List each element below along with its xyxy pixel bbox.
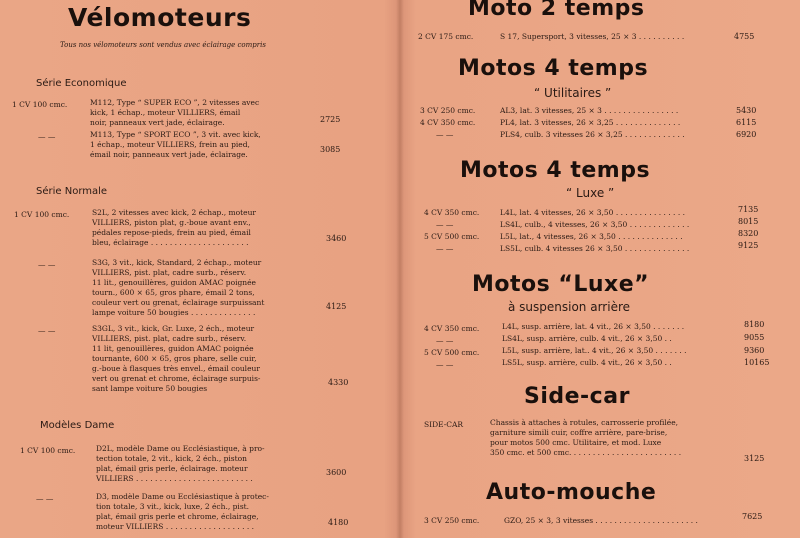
- row-description: S 17, Supersport, 3 vitesses, 25 × 3 . . . . . . . . . .: [500, 32, 685, 41]
- row-description: LS4L, susp. arrière, culb. 4 vit., 26 × 3,50 . .: [502, 334, 672, 343]
- left-column: [0, 0, 392, 538]
- row-price: 8180: [744, 320, 765, 329]
- row-description: LS4L, culb., 4 vitesses, 26 × 3,50 . . . . . . . . . . . . .: [500, 220, 690, 229]
- sidecar-description: Chassis à attaches à rotules, carrosserie profilée, garniture simili cuir, coffre arrière, pare-brise, pour motos 500 cmc. Utilitaire, et mod. Luxe 350 cmc. et 500 cmc. . . . . . . . . . . . . . . . . . . . . . . .: [490, 418, 682, 457]
- motos-luxe-title: Motos “Luxe”: [472, 272, 650, 297]
- moto-2-temps-title: Moto 2 temps: [468, 0, 645, 21]
- item-price: 3600: [326, 468, 347, 477]
- row-price: 10165: [744, 358, 770, 367]
- item-price: 3085: [320, 145, 341, 154]
- velomoteurs-title: Vélomoteurs: [68, 3, 252, 32]
- row-description: PLS4, culb. 3 vitesses 26 × 3,25 . . . . . . . . . . . . .: [500, 130, 685, 139]
- row-price: 6115: [736, 118, 757, 127]
- row-price: 5430: [736, 106, 757, 115]
- row-price: 9125: [738, 241, 759, 250]
- row-price: 9360: [744, 346, 765, 355]
- cv-label: — —: [436, 360, 454, 369]
- cv-label: — —: [36, 494, 54, 503]
- cv-label: — —: [38, 260, 56, 269]
- cv-label: — —: [38, 326, 56, 335]
- item-description: S2L, 2 vitesses avec kick, 2 échap., moteur VILLIERS, piston plat, g.-boue avant env., pédales repose-pieds, frein au pied, émail bleu, éclairage . . . . . . . . . . . . . . . . . . . . .: [92, 208, 257, 247]
- section-heading: Série Normale: [36, 186, 108, 197]
- row-price: 9055: [744, 333, 765, 342]
- section-heading: Modèles Dame: [40, 420, 115, 431]
- row-description: PL4, lat. 3 vitesses, 26 × 3,25 . . . . . . . . . . . . . .: [500, 118, 681, 127]
- item-price: 3460: [326, 234, 347, 243]
- row-price: 6920: [736, 130, 757, 139]
- suspension-subtitle: à suspension arrière: [508, 300, 631, 314]
- row-description: L5L, susp. arrière, lat.. 4 vit., 26 × 3,50 . . . . . . .: [502, 346, 687, 355]
- row-description: LS5L, culb. 4 vitesses 26 × 3,50 . . . . . . . . . . . . . .: [500, 244, 690, 253]
- cv-label: 2 CV 175 cmc.: [418, 32, 474, 41]
- cv-label: — —: [436, 130, 454, 139]
- row-price: 8320: [738, 229, 759, 238]
- row-price: 7625: [742, 512, 763, 521]
- row-description: L4L, susp. arrière, lat. 4 vit., 26 × 3,50 . . . . . . .: [502, 322, 685, 331]
- right-column: [408, 0, 800, 538]
- row-price: 8015: [738, 217, 759, 226]
- item-description: M112, Type “ SUPER ECO ”, 2 vitesses avec kick, 1 échap., moteur VILLIERS, émail noir, panneaux vert jade, éclairage.: [90, 98, 260, 127]
- cv-label: 1 CV 100 cmc.: [14, 210, 70, 219]
- item-price: 4180: [328, 518, 349, 527]
- row-description: GZO, 25 × 3, 3 vitesses . . . . . . . . . . . . . . . . . . . . . .: [504, 516, 698, 525]
- utilitaires-subtitle: “ Utilitaires ”: [534, 86, 612, 100]
- cv-label: — —: [436, 244, 454, 253]
- side-car-title: Side-car: [524, 384, 630, 409]
- cv-label: — —: [436, 220, 454, 229]
- item-description: D2L, modèle Dame ou Ecclésiastique, à pro- tection totale, 2 vit., kick, 2 éch., piston plat, émail gris perle, éclairage. moteur VILLIERS . . . . . . . . . . . . . . . . . . . . . . . . .: [96, 444, 265, 483]
- cv-label: 4 CV 350 cmc.: [420, 118, 476, 127]
- motos-4-temps-utilitaires-title: Motos 4 temps: [458, 56, 649, 81]
- page-fold: [396, 0, 404, 538]
- item-description: S3G, 3 vit., kick, Standard, 2 échap., moteur VILLIERS, pist. plat, cadre surb., réserv. 11 lit., genouillères, guidon AMAC poignée tourn., 600 × 65, gros phare, émail 2 tons, couleur vert ou grenat, éclairage surpuissant lampe voiture 50 bougies . . . . . . . . . . . . . .: [92, 258, 265, 317]
- cv-label: — —: [436, 336, 454, 345]
- cv-label: 5 CV 500 cmc.: [424, 232, 480, 241]
- cv-label: 4 CV 350 cmc.: [424, 208, 480, 217]
- item-price: 4125: [326, 302, 347, 311]
- cv-label: SIDE-CAR: [424, 420, 464, 429]
- cv-label: 1 CV 100 cmc.: [12, 100, 68, 109]
- cv-label: 3 CV 250 cmc.: [424, 516, 480, 525]
- row-description: LS5L, susp. arrière, culb. 4 vit., 26 × 3,50 . .: [502, 358, 672, 367]
- row-price: 4755: [734, 32, 755, 41]
- item-description: S3GL, 3 vit., kick, Gr. Luxe, 2 éch., moteur VILLIERS, pist. plat, cadre surb., réserv. 11 lit, genouillères, guidon AMAC poignée tournante, 600 × 65, gros phare, selle cuir, g.-boue à flasques très envel., émail couleur vert ou grenat et chrome, éclairage surpuis- sant lampe voiture 50 bougies: [92, 324, 261, 393]
- cv-label: — —: [38, 132, 56, 141]
- cv-label: 5 CV 500 cmc.: [424, 348, 480, 357]
- motos-4-temps-luxe-title: Motos 4 temps: [460, 158, 651, 183]
- row-description: L4L, lat. 4 vitesses, 26 × 3,50 . . . . . . . . . . . . . . .: [500, 208, 685, 217]
- cv-label: 3 CV 250 cmc.: [420, 106, 476, 115]
- item-price: 4330: [328, 378, 349, 387]
- auto-mouche-title: Auto-mouche: [486, 480, 657, 505]
- luxe-subtitle: “ Luxe ”: [566, 186, 615, 200]
- row-description: L5L, lat., 4 vitesses, 26 × 3,50 . . . . . . . . . . . . . .: [500, 232, 683, 241]
- row-price: 7135: [738, 205, 759, 214]
- cv-label: 1 CV 100 cmc.: [20, 446, 76, 455]
- item-price: 2725: [320, 115, 341, 124]
- row-price: 3125: [744, 454, 765, 463]
- row-description: AL3, lat. 3 vitesses, 25 × 3 . . . . . . . . . . . . . . . .: [500, 106, 679, 115]
- cv-label: 4 CV 350 cmc.: [424, 324, 480, 333]
- section-heading: Série Economique: [36, 78, 127, 89]
- item-description: D3, modèle Dame ou Ecclésiastique à protec- tion totale, 3 vit., kick, luxe, 2 éch., pist. plat, émail gris perle et chrome, éclairage, moteur VILLIERS . . . . . . . . . . . . . . . . . . .: [96, 492, 269, 531]
- item-description: M113, Type “ SPORT ECO ”, 3 vit. avec kick, 1 échap., moteur VILLIERS, frein au pied, émail noir, panneaux vert jade, éclairage.: [90, 130, 261, 159]
- velomoteurs-note: Tous nos vélomoteurs sont vendus avec éclairage compris: [60, 41, 266, 49]
